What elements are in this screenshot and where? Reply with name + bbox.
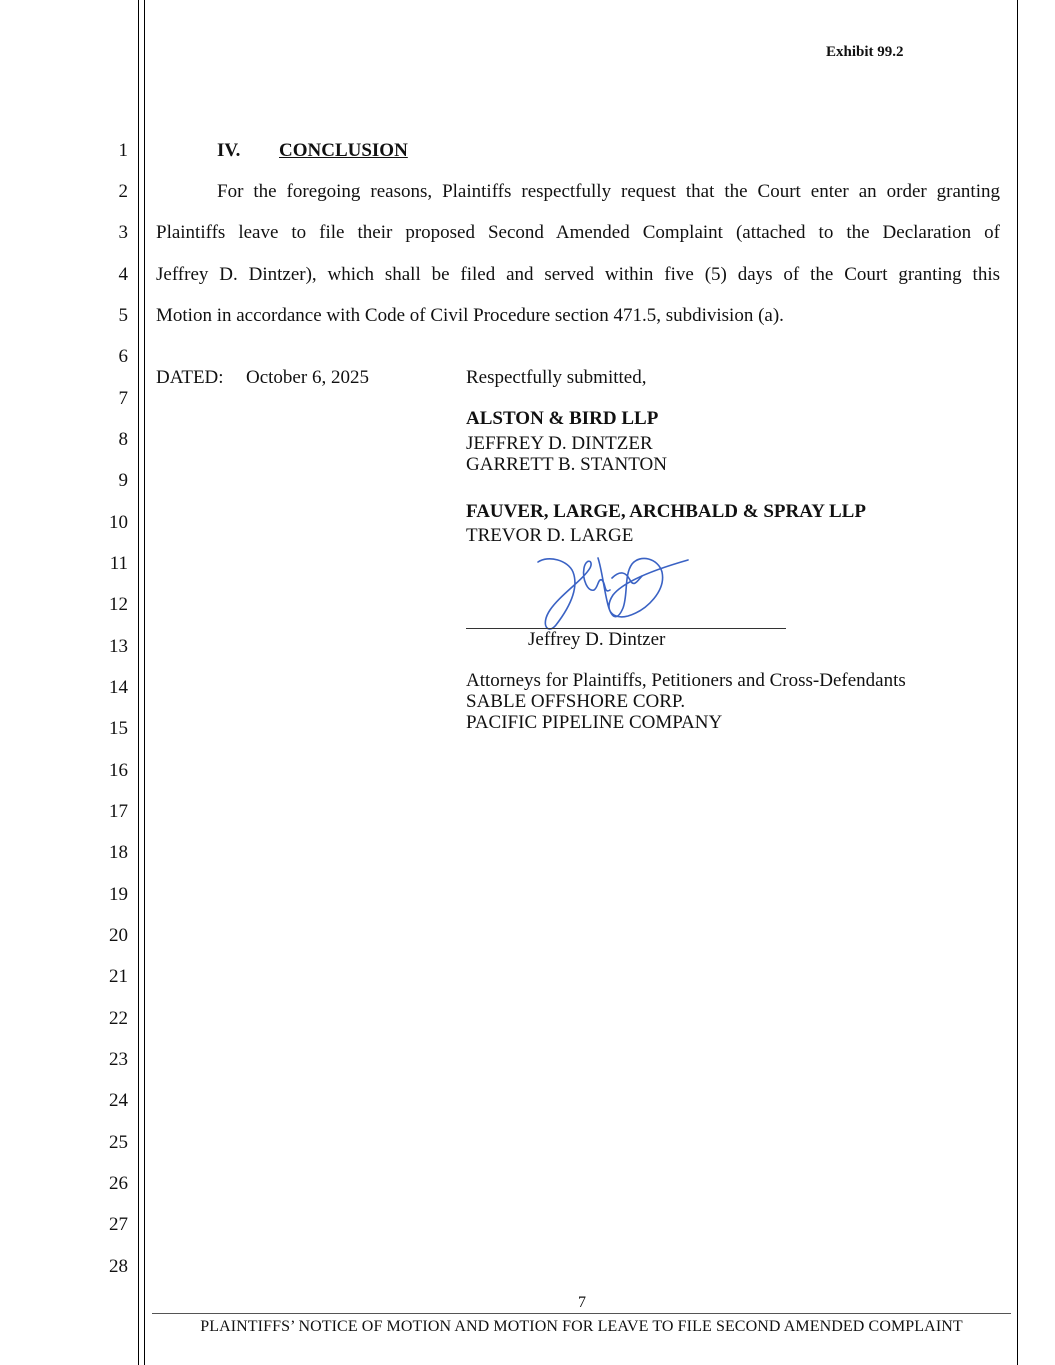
line-number: 26 bbox=[109, 1173, 128, 1194]
handwritten-signature bbox=[528, 550, 693, 635]
attorney-name: TREVOR D. LARGE bbox=[466, 525, 634, 546]
line-number: 19 bbox=[109, 884, 128, 905]
attorneys-for-title: Attorneys for Plaintiffs, Petitioners and Cross-Defendants bbox=[466, 670, 906, 691]
line-number: 16 bbox=[109, 760, 128, 781]
line-number: 10 bbox=[109, 512, 128, 533]
line-number: 3 bbox=[118, 222, 128, 243]
line-number: 20 bbox=[109, 925, 128, 946]
section-title: CONCLUSION bbox=[279, 140, 408, 161]
attorney-name: JEFFREY D. DINTZER bbox=[466, 433, 653, 454]
body-line: Motion in accordance with Code of Civil Procedure section 471.5, subdivision (a). bbox=[156, 305, 784, 326]
footer-rule bbox=[152, 1313, 1011, 1314]
line-number: 17 bbox=[109, 801, 128, 822]
line-number: 1 bbox=[118, 140, 128, 161]
section-number: IV. bbox=[217, 140, 241, 161]
page-number: 7 bbox=[578, 1294, 586, 1311]
line-number: 6 bbox=[118, 346, 128, 367]
dated-label: DATED: bbox=[156, 367, 224, 388]
signer-name: Jeffrey D. Dintzer bbox=[528, 629, 666, 650]
line-number: 4 bbox=[118, 264, 128, 285]
firm-name: FAUVER, LARGE, ARCHBALD & SPRAY LLP bbox=[466, 501, 866, 522]
footer-caption: PLAINTIFFS’ NOTICE OF MOTION AND MOTION FOR LEAVE TO FILE SECOND AMENDED COMPLAINT bbox=[200, 1318, 963, 1335]
line-number: 8 bbox=[118, 429, 128, 450]
left-margin-rule-outer bbox=[138, 0, 139, 1365]
line-number: 18 bbox=[109, 842, 128, 863]
left-margin-rule-inner bbox=[144, 0, 145, 1365]
right-margin-rule bbox=[1017, 0, 1018, 1365]
body-line: Plaintiffs leave to file their proposed Second Amended Complaint (attached to the Declaration of bbox=[156, 222, 1000, 243]
line-number: 21 bbox=[109, 966, 128, 987]
line-number: 13 bbox=[109, 636, 128, 657]
line-number: 14 bbox=[109, 677, 128, 698]
client-name: SABLE OFFSHORE CORP. bbox=[466, 691, 686, 712]
line-number: 28 bbox=[109, 1256, 128, 1277]
closing-text: Respectfully submitted, bbox=[466, 367, 647, 388]
line-number: 11 bbox=[109, 553, 128, 574]
dated-date: October 6, 2025 bbox=[246, 367, 369, 388]
line-number: 5 bbox=[118, 305, 128, 326]
line-number: 7 bbox=[118, 388, 128, 409]
line-number: 24 bbox=[109, 1090, 128, 1111]
client-name: PACIFIC PIPELINE COMPANY bbox=[466, 712, 723, 733]
attorney-name: GARRETT B. STANTON bbox=[466, 454, 667, 475]
line-number: 25 bbox=[109, 1132, 128, 1153]
line-number: 23 bbox=[109, 1049, 128, 1070]
exhibit-label: Exhibit 99.2 bbox=[826, 44, 904, 60]
line-number: 27 bbox=[109, 1214, 128, 1235]
body-line: Jeffrey D. Dintzer), which shall be filed and served within five (5) days of the Court granting this bbox=[156, 264, 1000, 285]
line-number: 22 bbox=[109, 1008, 128, 1029]
line-number: 12 bbox=[109, 594, 128, 615]
line-number: 15 bbox=[109, 718, 128, 739]
section-heading bbox=[217, 139, 408, 163]
line-number: 9 bbox=[118, 470, 128, 491]
body-line: For the foregoing reasons, Plaintiffs respectfully request that the Court enter an order granting bbox=[217, 181, 1000, 202]
firm-name: ALSTON & BIRD LLP bbox=[466, 408, 659, 429]
line-number: 2 bbox=[118, 181, 128, 202]
signature-strokes bbox=[538, 558, 688, 629]
